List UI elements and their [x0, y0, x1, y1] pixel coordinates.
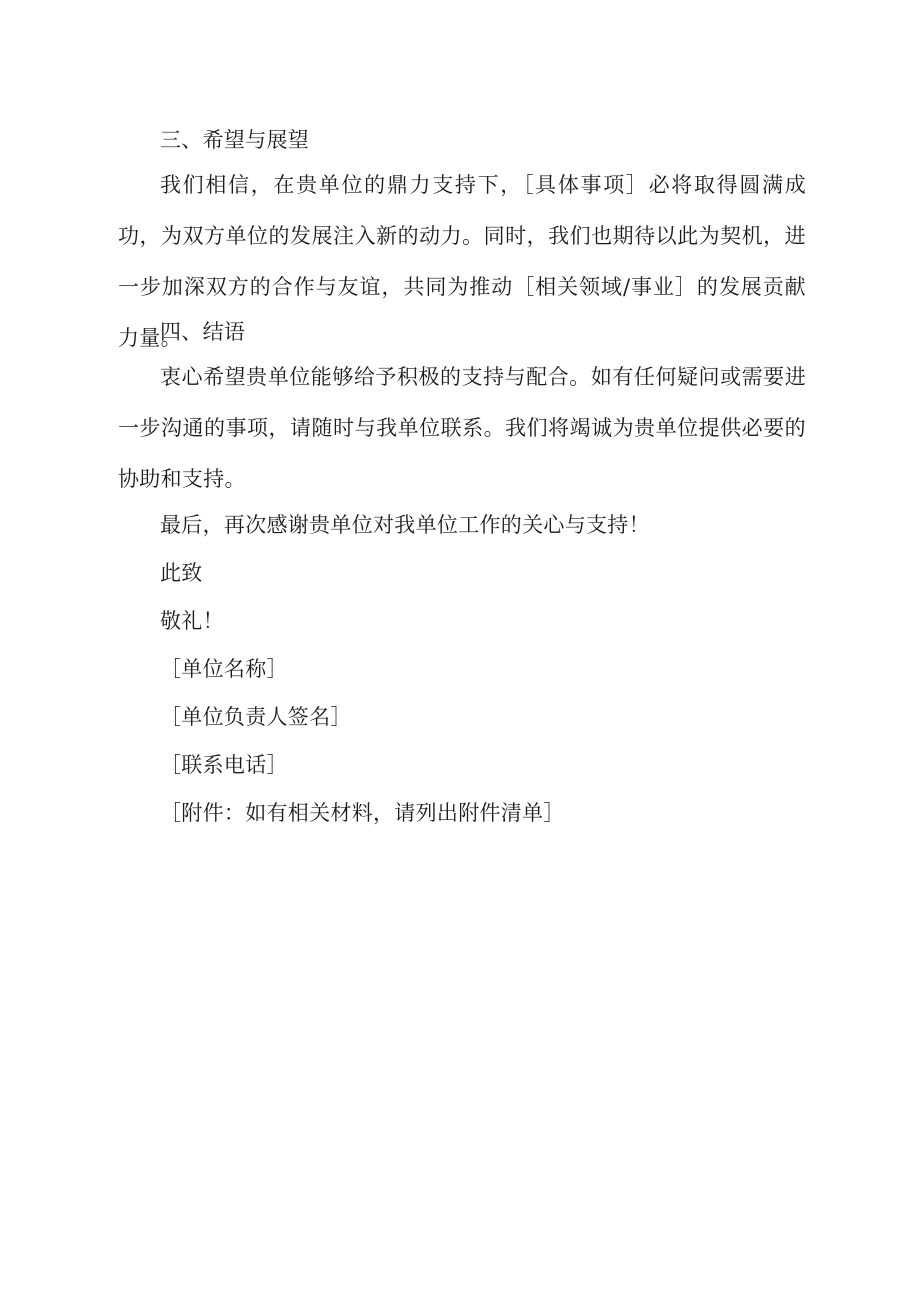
section-heading-conclusion: 四、结语: [160, 320, 246, 344]
closing-thanks: 最后，再次感谢贵单位对我单位工作的关心与支持！: [160, 513, 650, 537]
closing-salutation-1: 此致: [160, 561, 203, 585]
section-heading-hope: 三、希望与展望: [160, 128, 310, 152]
section-paragraph-conclusion: 衷心希望贵单位能够给予积极的支持与配合。如有任何疑问或需要进一步沟通的事项，请随时与我单位联系。我们将竭诚为贵单位提供必要的协助和支持。: [118, 365, 806, 491]
signature-leader: ［单位负责人签名］: [160, 705, 352, 729]
signature-unit-name: ［单位名称］: [160, 657, 288, 681]
signature-attachment: ［附件：如有相关材料，请列出附件清单］: [160, 801, 565, 825]
section-paragraph-hope: 我们相信，在贵单位的鼎力支持下，［具体事项］必将取得圆满成功，为双方单位的发展注入新的动力。同时，我们也期待以此为契机，进一步加深双方的合作与友谊，共同为推动［相关领域/事业］的发展贡献力量。: [118, 173, 806, 350]
closing-salutation-2: 敬礼！: [160, 609, 224, 633]
signature-phone: ［联系电话］: [160, 753, 288, 777]
